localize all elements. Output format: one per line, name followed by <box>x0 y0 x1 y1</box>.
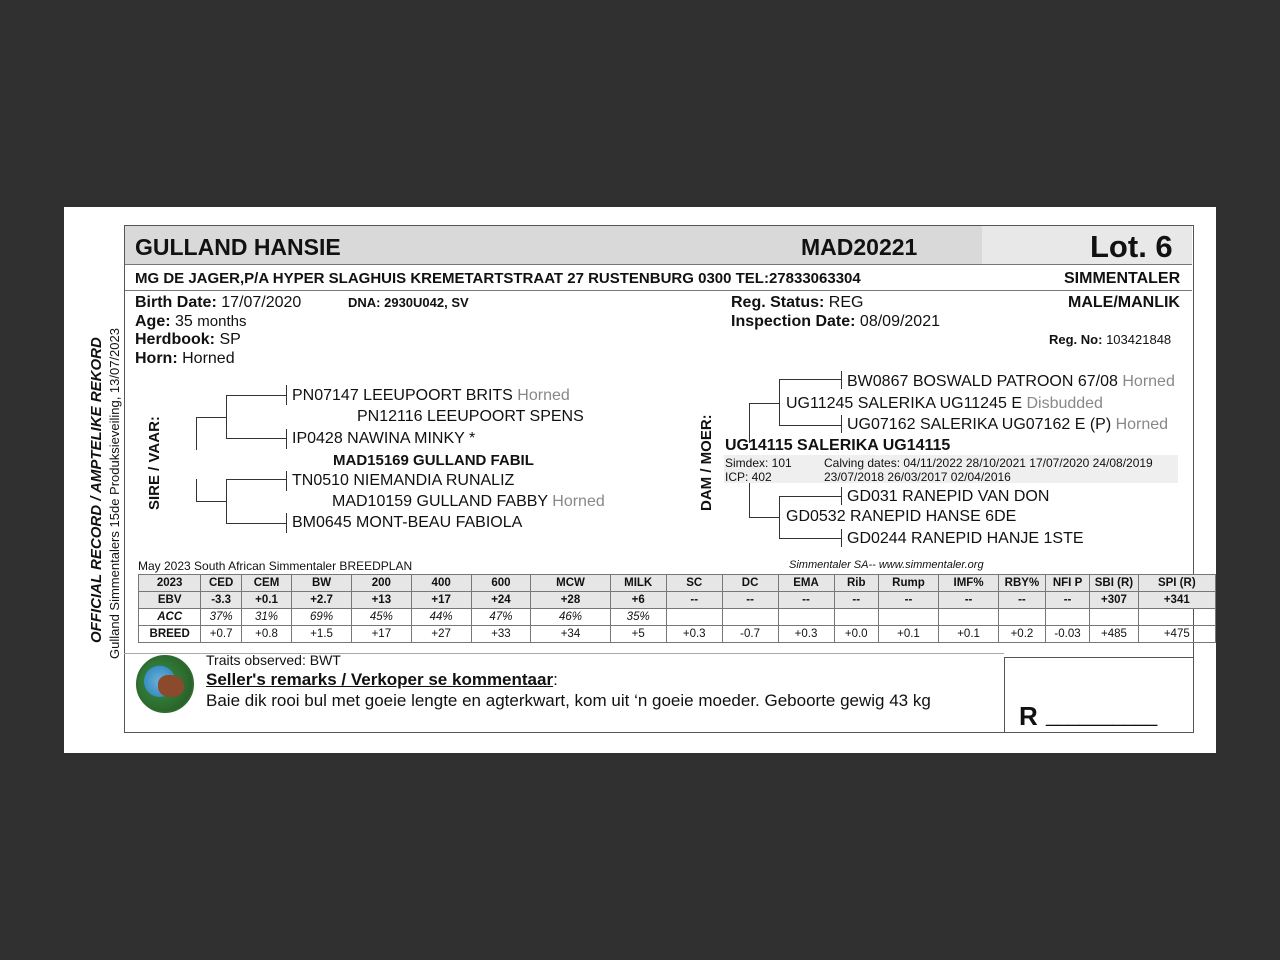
ebv-table <box>138 574 1216 643</box>
breedplan-title: May 2023 South African Simmentaler BREEDPLAN <box>138 559 413 573</box>
ebv-header-cell: Rump <box>878 575 938 592</box>
ebv-cell: -- <box>878 592 938 609</box>
animal-id: MAD20221 <box>801 234 918 260</box>
ebv-cell: EBV <box>139 592 201 609</box>
breed-label: SIMMENTALER <box>1064 270 1181 287</box>
dam-dam-dam: GD0244 RANEPID HANJE 1STE <box>847 530 1084 547</box>
sire-sire: PN12116 LEEUPOORT SPENS <box>357 408 584 425</box>
acc-cell: 45% <box>351 609 411 626</box>
ebv-cell: +17 <box>411 592 471 609</box>
acc-cell <box>834 609 878 626</box>
seller-remarks-text: Baie dik rooi bul met goeie lengte en agterkwart, kom uit ‘n goeie moeder. Geboorte gewig 43 kg <box>206 691 931 710</box>
acc-cell <box>666 609 722 626</box>
acc-cell <box>1090 609 1138 626</box>
dam-label: DAM / MOER: <box>698 414 715 511</box>
ebv-cell: +6 <box>610 592 666 609</box>
breed-cell: +33 <box>471 626 531 643</box>
ebv-cell: +307 <box>1090 592 1138 609</box>
ebv-header-cell: DC <box>722 575 778 592</box>
reg-status: Reg. Status: REG <box>731 294 864 311</box>
sire-dam: MAD10159 GULLAND FABBY Horned <box>332 493 605 510</box>
ebv-accuracy-row <box>139 609 1216 626</box>
ebv-cell: -3.3 <box>201 592 242 609</box>
animal-name: GULLAND HANSIE <box>135 234 341 260</box>
acc-cell: 46% <box>531 609 610 626</box>
ebv-header-cell: BW <box>292 575 352 592</box>
ebv-header-row <box>139 575 1216 592</box>
ebv-cell: +28 <box>531 592 610 609</box>
calving-dates-1: Calving dates: 04/11/2022 28/10/2021 17/07/2020 24/08/2019 <box>824 456 1153 470</box>
ebv-cell: -- <box>778 592 834 609</box>
acc-cell <box>778 609 834 626</box>
acc-cell <box>1045 609 1089 626</box>
sire-sire-sire: PN07147 LEEUPOORT BRITS Horned <box>292 387 570 404</box>
ebv-header-cell: Rib <box>834 575 878 592</box>
lot-number: Lot. 6 <box>1090 229 1173 264</box>
dam-sire: UG11245 SALERIKA UG11245 E Disbudded <box>786 395 1103 412</box>
acc-cell <box>939 609 999 626</box>
ebv-cell: -- <box>666 592 722 609</box>
breed-cell: +0.2 <box>999 626 1046 643</box>
breed-cell: BREED <box>139 626 201 643</box>
owner-info: MG DE JAGER,P/A HYPER SLAGHUIS KREMETARTSTRAAT 27 RUSTENBURG 0300 TEL:27833063304 <box>135 270 861 287</box>
seller-remarks-heading: Seller's remarks / Verkoper se kommentaar: <box>206 670 558 689</box>
breed-cell: +27 <box>411 626 471 643</box>
icp-value: ICP: 402 <box>725 470 772 484</box>
ebv-header-cell: MCW <box>531 575 610 592</box>
acc-cell <box>722 609 778 626</box>
lot-card <box>64 207 1216 753</box>
breed-cell: +17 <box>351 626 411 643</box>
breed-cell: +5 <box>610 626 666 643</box>
ebv-header-cell: IMF% <box>939 575 999 592</box>
dam-dam-sire: GD031 RANEPID VAN DON <box>847 488 1050 505</box>
price-line: __________ <box>1046 705 1158 727</box>
dna-info: DNA: 2930U042, SV <box>348 295 469 310</box>
dam-sire-sire: BW0867 BOSWALD PATROON 67/08 Horned <box>847 373 1175 390</box>
acc-cell: 31% <box>241 609 291 626</box>
acc-cell <box>878 609 938 626</box>
official-record-label: OFFICIAL RECORD / AMPTELIKE REKORD <box>88 337 105 643</box>
acc-cell: 69% <box>292 609 352 626</box>
ebv-header-cell: CED <box>201 575 242 592</box>
breed-cell: +485 <box>1090 626 1138 643</box>
breedplan-website: Simmentaler SA-- www.simmentaler.org <box>789 559 984 571</box>
ebv-cell: -- <box>999 592 1046 609</box>
ebv-cell: -- <box>722 592 778 609</box>
ebv-cell: -- <box>939 592 999 609</box>
ebv-header-cell: 600 <box>471 575 531 592</box>
traits-observed: Traits observed: BWT <box>206 652 341 668</box>
breed-cell: -0.7 <box>722 626 778 643</box>
reg-number: Reg. No: 103421848 <box>1049 332 1172 347</box>
herdbook-info: Herdbook: SP <box>135 331 241 348</box>
breed-cell: +0.8 <box>241 626 291 643</box>
inspection-date: Inspection Date: 08/09/2021 <box>731 313 940 330</box>
sire-dam-dam: BM0645 MONT-BEAU FABIOLA <box>292 514 523 531</box>
dam-dam: GD0532 RANEPID HANSE 6DE <box>786 508 1017 525</box>
breed-cell: +0.0 <box>834 626 878 643</box>
sex-label: MALE/MANLIK <box>1068 294 1180 311</box>
calving-dates-2: 23/07/2018 26/03/2017 02/04/2016 <box>824 470 1011 484</box>
ebv-values-row <box>139 592 1216 609</box>
simmentaler-logo-icon <box>136 655 194 713</box>
ebv-header-cell: 400 <box>411 575 471 592</box>
ebv-header-cell: MILK <box>610 575 666 592</box>
birth-date: Birth Date: 17/07/2020 <box>135 294 302 311</box>
price-prefix: R <box>1019 701 1038 731</box>
breed-cell: +0.3 <box>666 626 722 643</box>
acc-cell: ACC <box>139 609 201 626</box>
sire-sire-dam: IP0428 NAWINA MINKY * <box>292 430 476 447</box>
acc-cell <box>999 609 1046 626</box>
ebv-header-cell: SC <box>666 575 722 592</box>
ebv-header-cell: NFI P <box>1045 575 1089 592</box>
acc-cell: 35% <box>610 609 666 626</box>
ebv-cell: +2.7 <box>292 592 352 609</box>
ebv-header-cell: SBI (R) <box>1090 575 1138 592</box>
horn-info: Horn: Horned <box>135 350 235 367</box>
breed-cell: +475 <box>1138 626 1215 643</box>
simdex-value: Simdex: 101 <box>725 456 792 470</box>
breed-cell: +0.3 <box>778 626 834 643</box>
ebv-cell: +341 <box>1138 592 1215 609</box>
auction-source-label: Gulland Simmentalers 15de Produksieveiling, 13/07/2023 <box>107 328 122 659</box>
ebv-cell: -- <box>1045 592 1089 609</box>
ebv-cell: -- <box>834 592 878 609</box>
acc-cell: 44% <box>411 609 471 626</box>
breed-cell: +0.1 <box>939 626 999 643</box>
ebv-header-cell: CEM <box>241 575 291 592</box>
ebv-header-cell: EMA <box>778 575 834 592</box>
breed-cell: +34 <box>531 626 610 643</box>
breed-cell: +0.7 <box>201 626 242 643</box>
ebv-header-cell: 200 <box>351 575 411 592</box>
ebv-header-cell: 2023 <box>139 575 201 592</box>
sire-name: MAD15169 GULLAND FABIL <box>333 452 534 469</box>
dam-sire-dam: UG07162 SALERIKA UG07162 E (P) Horned <box>847 416 1169 433</box>
breed-cell: -0.03 <box>1045 626 1089 643</box>
ebv-header-cell: SPI (R) <box>1138 575 1215 592</box>
ebv-cell: +24 <box>471 592 531 609</box>
sire-label: SIRE / VAAR: <box>146 416 163 510</box>
acc-cell <box>1138 609 1215 626</box>
ebv-cell: +13 <box>351 592 411 609</box>
sire-dam-sire: TN0510 NIEMANDIA RUNALIZ <box>292 472 515 489</box>
acc-cell: 47% <box>471 609 531 626</box>
dam-name: UG14115 SALERIKA UG14115 <box>725 437 951 454</box>
breed-cell: +0.1 <box>878 626 938 643</box>
breed-cell: +1.5 <box>292 626 352 643</box>
ebv-cell: +0.1 <box>241 592 291 609</box>
age-info: Age: 35 months <box>135 313 247 330</box>
ebv-header-cell: RBY% <box>999 575 1046 592</box>
acc-cell: 37% <box>201 609 242 626</box>
breed-average-row <box>139 626 1216 643</box>
